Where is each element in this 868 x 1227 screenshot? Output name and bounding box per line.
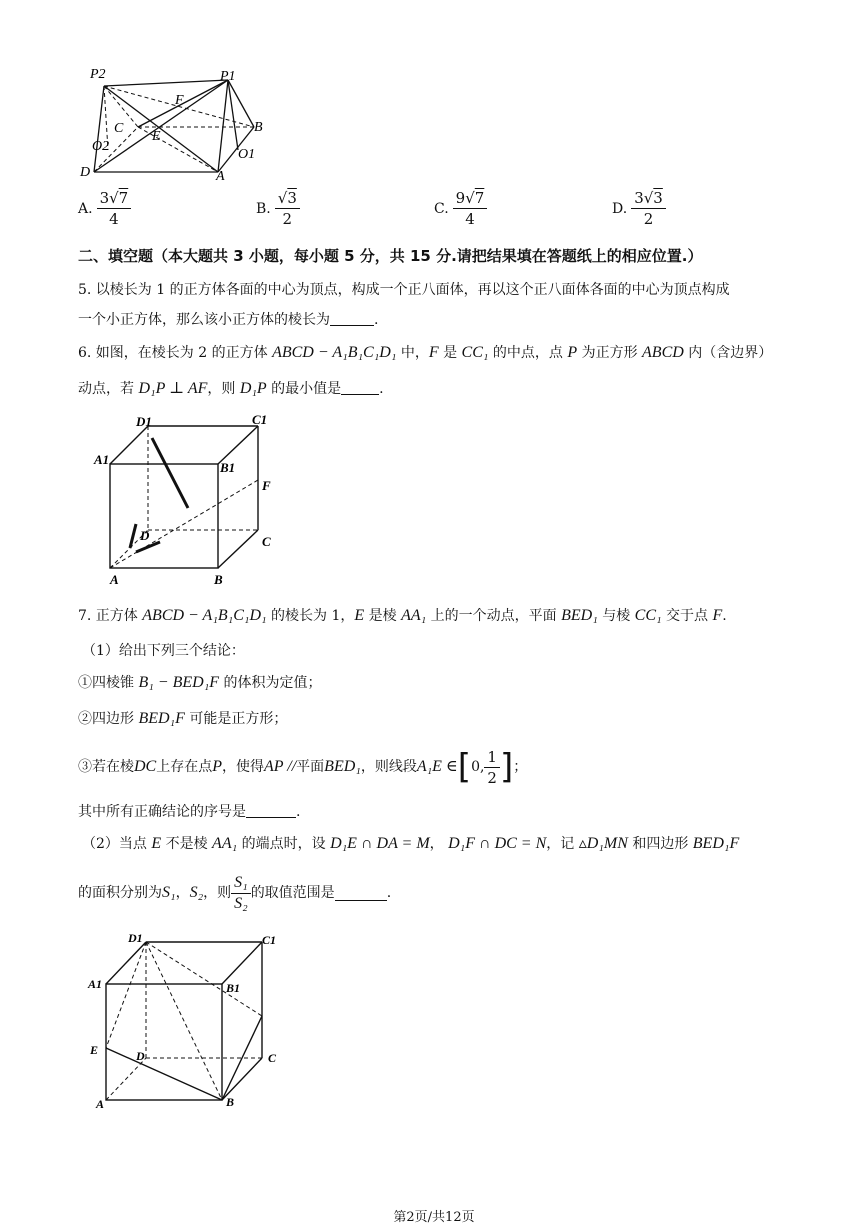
q6-line1: 6. 如图，在棱长为 2 的正方体 ABCD − A₁B₁C₁D₁ 中，F 是 CC₁ 的中点，点 P 为正方形 ABCD 内（含边界） [78, 344, 773, 361]
q5-line1: 5. 以棱长为 1 的正方体各面的中心为顶点，构成一个正八面体，再以这个正八面体各面的中心为顶点构成 [78, 282, 730, 298]
fig2-label-d: D [140, 528, 150, 543]
fig3-label-c1: C1 [262, 933, 277, 947]
fig1-label-b: B [254, 120, 263, 135]
fig2-label-d1: D1 [136, 414, 152, 429]
fig1-label-a: A [216, 169, 225, 182]
q6-line2: 动点，若 D₁P ⊥ AF，则 D₁P 的最小值是 . [78, 380, 384, 397]
section-heading: 二、填空题（本大题共 3 小题，每小题 5 分，共 15 分.请把结果填在答题纸上的相应位置.） [78, 247, 703, 265]
q5-line2: 一个小正方体，那么该小正方体的棱长为 . [78, 312, 379, 328]
option-d[interactable]: D. $\frac{3√3}{2}$ [612, 188, 666, 229]
fig3-label-a: A [96, 1097, 105, 1111]
fig3-label-c: C [268, 1051, 277, 1065]
fig1-label-o1: O1 [238, 147, 256, 162]
q7-sub2-line2: 的面积分别为 S₁ ， S₂ ，则 $\frac{\text{S₁}}{\text{S₂}}$ 的取值范围是 . [78, 873, 392, 912]
fig1-label-e: E [152, 129, 161, 144]
fig1-label-p1: P1 [220, 69, 236, 84]
q7-conclusion-3: ③若在棱 DC 上存在点 P ，使得 AP // 平面 BED₁ ，则线段 A₁E ∈ [ 0, $\frac{1}{2}$ ] ； [78, 747, 528, 787]
fig2-label-c: C [262, 534, 271, 549]
answer-options [78, 188, 698, 240]
fig3-label-d: D [136, 1049, 145, 1063]
fig2-label-b: B [214, 572, 223, 587]
fig2-label-a: A [110, 572, 119, 587]
fig2-label-c1: C1 [252, 412, 268, 427]
q5-answer-blank[interactable] [330, 311, 374, 326]
fig1-label-f: F [175, 93, 184, 108]
fig1-label-p2: P2 [90, 67, 106, 82]
q7-sub2-line1: （2）当点 E 不是棱 AA₁ 的端点时，设 D₁E ∩ DA = M， D₁F ∩ DC = N，记 ▵D₁MN 和四边形 BED₁F [82, 835, 740, 852]
option-a[interactable]: A. $\frac{3√7}{4}$ [78, 188, 131, 229]
fig3-label-d1: D1 [128, 931, 143, 945]
option-c[interactable]: C. $\frac{9√7}{4}$ [434, 188, 487, 229]
fig3-label-b1: B1 [226, 981, 241, 995]
fig3-label-a1: A1 [88, 977, 103, 991]
page-footer: 第2页/共12页 [393, 1210, 475, 1225]
fig1-label-d: D [80, 165, 91, 180]
q7-conclusion-1: ①四棱锥 B₁ − BED₁F 的体积为定值； [78, 674, 322, 691]
q7-conclusion-2: ②四边形 BED₁F 可能是正方形； [78, 710, 288, 727]
option-b[interactable]: B. $\frac{√3}{2}$ [256, 188, 300, 229]
fig2-label-b1: B1 [220, 460, 236, 475]
figure-cube-q6 [90, 412, 290, 592]
q7-answer-blank-1[interactable] [246, 803, 296, 818]
q7-ask1: 其中所有正确结论的序号是 . [78, 804, 301, 820]
fig2-label-f: F [262, 478, 271, 493]
fig3-label-e: E [90, 1043, 99, 1057]
s1-over-s2: $\frac{\text{S₁}}{\text{S₂}}$ [231, 873, 251, 914]
fig1-label-c: C [114, 121, 124, 136]
figure-cube-q7 [84, 930, 294, 1120]
q7-sub1: （1）给出下列三个结论： [82, 643, 245, 659]
fig3-label-b: B [226, 1095, 235, 1109]
q7-answer-blank-2[interactable] [335, 886, 387, 901]
fig2-label-a1: A1 [94, 452, 110, 467]
q7-line1: 7. 正方体 ABCD − A₁B₁C₁D₁ 的棱长为 1，E 是棱 AA₁ 上的一个动点，平面 BED₁ 与棱 CC₁ 交于点 F. [78, 607, 727, 624]
figure-octahedron-diagram [78, 62, 278, 182]
q6-answer-blank[interactable] [341, 380, 379, 395]
fig1-label-o2: O2 [92, 139, 110, 154]
